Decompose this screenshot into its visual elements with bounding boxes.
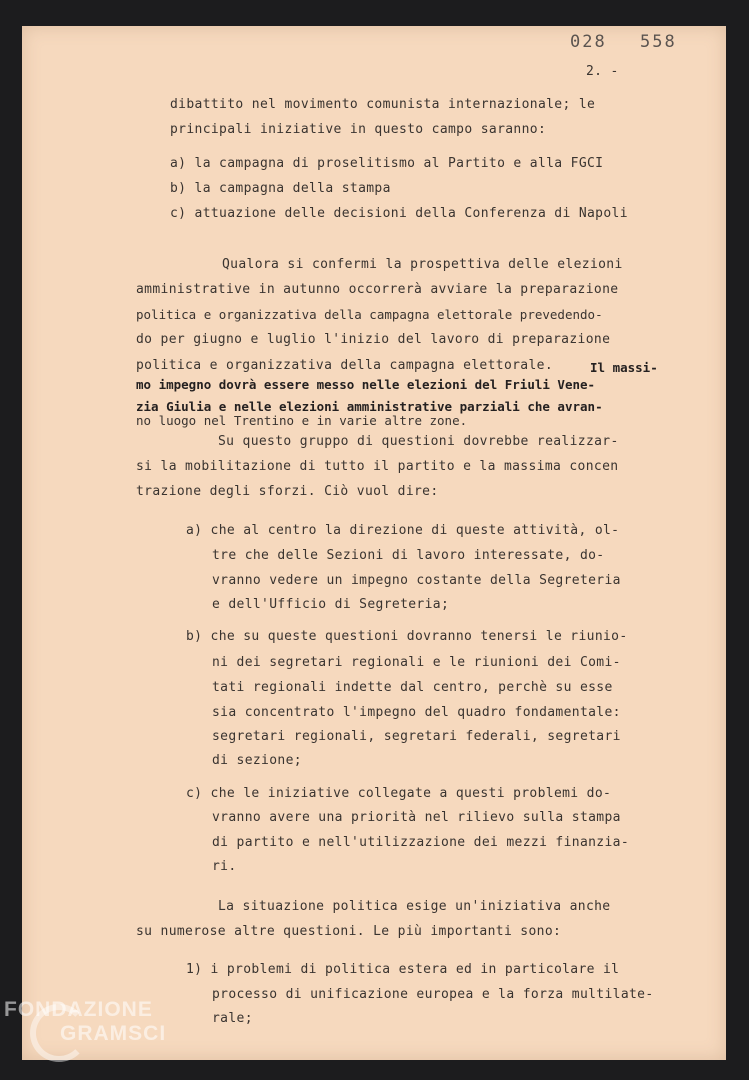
text-line: tre che delle Sezioni di lavoro interessate, do-	[212, 548, 605, 563]
text-line: processo di unificazione europea e la forza multilate-	[212, 987, 654, 1002]
list-item-c: c) che le iniziative collegate a questi problemi do-	[186, 786, 612, 801]
g-circle-icon	[30, 1004, 88, 1062]
text-line: segretari regionali, segretari federali, segretari	[212, 729, 621, 744]
text-line: si la mobilitazione di tutto il partito e la massima concen	[136, 459, 619, 474]
list-item-1: 1) i problemi di politica estera ed in particolare il	[186, 962, 620, 977]
text-line-insert: mo impegno dovrà essere messo nelle elezioni del Friuli Vene-	[136, 377, 596, 392]
text-line: Qualora si confermi la prospettiva delle elezioni	[222, 257, 623, 272]
text-line: politica e organizzativa della campagna elettorale prevedendo-	[136, 307, 603, 322]
list-item-b: b) la campagna della stampa	[170, 181, 391, 196]
text-line-insert: no luogo nel Trentino e in varie altre zone.	[136, 413, 468, 428]
text-line: e dell'Ufficio di Segreteria;	[212, 597, 450, 612]
text-line: Su questo gruppo di questioni dovrebbe realizzar-	[218, 434, 619, 449]
text-line: sia concentrato l'impegno del quadro fondamentale:	[212, 705, 621, 720]
text-line: dibattito nel movimento comunista internazionale; le	[170, 97, 596, 112]
text-line: di partito e nell'utilizzazione dei mezzi finanzia-	[212, 835, 630, 850]
archive-stamp-right: 558	[640, 32, 677, 52]
text-line-insert: Il massi-	[590, 360, 658, 375]
text-line: vranno avere una priorità nel rilievo sulla stampa	[212, 810, 621, 825]
text-line: amministrative in autunno occorrerà avviare la preparazione	[136, 282, 619, 297]
text-line-insert: zia Giulia e nelle elezioni amministrative parziali che avran-	[136, 399, 603, 414]
text-line: di sezione;	[212, 753, 302, 768]
list-item-b: b) che su queste questioni dovranno tenersi le riunio-	[186, 629, 628, 644]
text-line: politica e organizzativa della campagna elettorale.	[136, 358, 554, 373]
text-line: ni dei segretari regionali e le riunioni dei Comi-	[212, 655, 621, 670]
text-line: rale;	[212, 1011, 253, 1026]
text-line: tati regionali indette dal centro, perchè su esse	[212, 680, 613, 695]
list-item-a: a) che al centro la direzione di queste attività, ol-	[186, 523, 620, 538]
list-item-a: a) la campagna di proselitismo al Partito e alla FGCI	[170, 156, 604, 171]
page-number: 2. -	[586, 64, 619, 79]
watermark-line2: GRAMSCI	[60, 1022, 167, 1045]
text-line: ri.	[212, 859, 237, 874]
text-line: vranno vedere un impegno costante della Segreteria	[212, 573, 621, 588]
text-line: La situazione politica esige un'iniziativa anche	[218, 899, 611, 914]
list-item-c: c) attuazione delle decisioni della Conferenza di Napoli	[170, 206, 628, 221]
watermark-logo	[4, 998, 166, 1046]
watermark-line1: FONDAZIONE	[4, 998, 153, 1021]
text-line: principali iniziative in questo campo saranno:	[170, 122, 547, 137]
archive-stamp-left: 028	[570, 32, 607, 52]
text-line: su numerose altre questioni. Le più importanti sono:	[136, 924, 562, 939]
text-line: trazione degli sforzi. Ciò vuol dire:	[136, 484, 439, 499]
text-line: do per giugno e luglio l'inizio del lavoro di preparazione	[136, 332, 611, 347]
